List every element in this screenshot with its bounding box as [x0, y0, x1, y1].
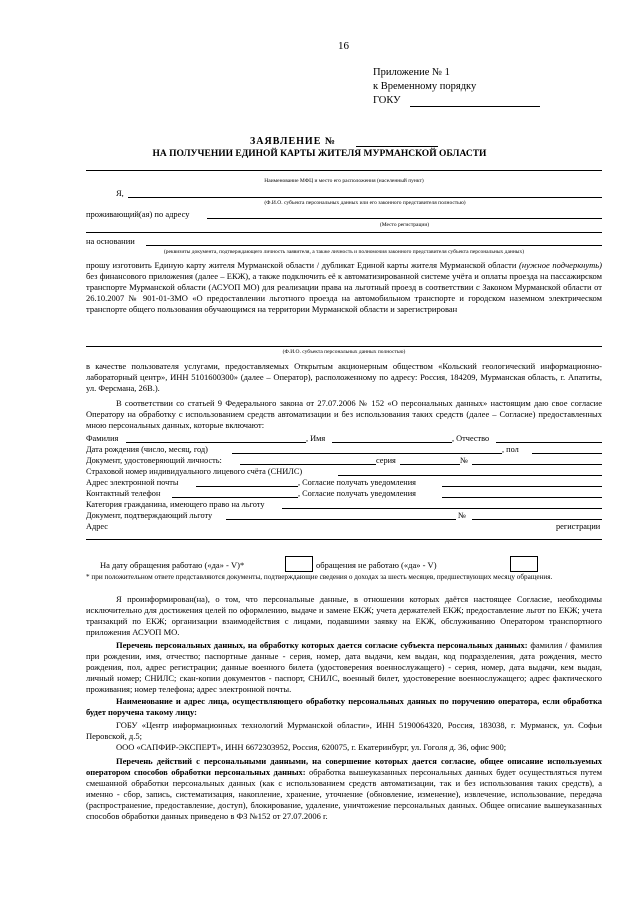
org-2: ООО «САПФИР-ЭКСПЕРТ», ИНН 6672303952, Россия, 620075, г. Екатеринбург, ул. Гоголя д. 36, офис 900; [116, 742, 507, 752]
fio-full-line[interactable] [86, 346, 602, 347]
list-heading: Перечень персональных данных, на обработку которых дается согласие субъекта персональных данных: [116, 640, 528, 650]
name-line[interactable] [332, 442, 452, 443]
birth-line[interactable] [232, 453, 502, 454]
series-line[interactable] [400, 464, 460, 465]
actions-heading: Перечень действий с персональными данными, на совершение которых дается согласие, общее описание используемых оператором способов обработки персональных данных: [86, 756, 602, 777]
residing-label: проживающий(ая) по адресу [86, 209, 190, 219]
form-row-birth [86, 444, 602, 455]
appendix-line-2: к Временному порядку [373, 81, 477, 92]
form-row-address [86, 521, 602, 532]
phone-line[interactable] [172, 497, 298, 498]
basis-label: на основании [86, 236, 135, 246]
appendix-line-3: ГОКУ [373, 95, 401, 106]
title-number-underline [356, 146, 438, 147]
email-label: Адрес электронной почты [86, 478, 179, 487]
footnote: * при положительном ответе представляются документы, подтверждающие сведения о доходах за шесть месяцев, предшествующих месяцу обращения. [86, 573, 553, 581]
snils-line[interactable] [338, 475, 602, 476]
title-line-2: НА ПОЛУЧЕНИИ ЕДИНОЙ КАРТЫ ЖИТЕЛЯ МУРМАНСКОЙ ОБЛАСТИ [152, 149, 487, 159]
informed-paragraph: Я проинформирован(на), о том, что персональные данные, в отношении которых даётся настоящее Согласие, необходимы исключительно для достижения целей по оформлению, выдаче и замене ЕКЖ; учета держателей ЕКЖ; предоставление льгот по ЕКЖ; учета транзакций по ЕКЖ; организации взаимодействия с лицами, подавшими заявку на ЕКЖ, обслуживанию Оператором транспортного приложения АСУОП МО. [86, 594, 602, 637]
working-check-label: На дату обращения работаю («да» - V)* [100, 560, 245, 570]
page-number: 16 [338, 40, 349, 52]
list-paragraph [86, 640, 602, 695]
form-row-doc-basis [86, 510, 602, 521]
not-working-check-label: обращения не работаю («да» - V) [316, 560, 437, 570]
id-doc-line[interactable] [240, 464, 376, 465]
fio-full-caption: (Ф.И.О. субъекта персональных данных полностью) [282, 349, 406, 355]
email-notify-line[interactable] [442, 486, 602, 487]
email-line[interactable] [196, 486, 298, 487]
ya-label: Я, [116, 188, 124, 198]
patronymic-label: , Отчество [452, 434, 490, 443]
org-1: ГОБУ «Центр информационных технологий Мурманской области», ИНН 5190064320, Россия, 183038, г. Мурманск, ул. Софьи Перовской, д.5; [86, 720, 602, 741]
list-text: фамилия / фамилия при рождении, имя, отчество; паспортные данные - серия, номер, дата выдачи, кем выдан, код подразделения, дата рождения, место рождения, пол, адрес регистрации; данные военного билета (удостоверения военнослужащего) - серия, номер, дата выдачи, кем выдан, личный номер; СНИЛС; скан-копии документов - паспорт, СНИЛС, военный билет, удостоверение военнослужащего; адрес фактического проживания; номер телефона; адрес электронной почты. [86, 640, 602, 694]
form-row-doc [86, 455, 602, 466]
operator-paragraph: в качестве пользователя услугами, предоставляемых Открытым акционерным обществом «Кольский геологический информационно-лабораторный центр», ИНН 5101600300» (далее – Оператор), расположенному по адресу: Россия, 184209, Мурманская область, г. Апатиты, ул. Ферсмана, 26В.). [86, 361, 602, 393]
form-row-email [86, 477, 602, 488]
actions-paragraph [86, 756, 602, 822]
id-doc-label: Документ, удостоверяющий личность: [86, 456, 222, 465]
residing-line[interactable] [207, 218, 602, 219]
number-label: № [460, 456, 468, 465]
appendix-line-1: Приложение № 1 [373, 67, 450, 78]
surname-label: Фамилия [86, 434, 119, 443]
basis-line[interactable] [146, 245, 602, 246]
doc-basis-line[interactable] [226, 519, 456, 520]
actions-text: обработка вышеуказанных персональных данных будет осуществляться путем смешанной обработки персональных данных (как с использованием средств автоматизации, так и без использования таких средств), а именно - сбор, запись, систематизация, накопление, хранение, уточнение (обновление, изменение), извлечение, использование, передача (распространение, предоставление, доступ), блокирование, удаление, уничтожение персональных данных. Общее описание вышеуказанных способов обработки данных приведено в ФЗ №152 от 27.07.2006 г. [86, 767, 602, 821]
consent-paragraph: В соответствии со статьей 9 Федерального закона от 27.07.2006 № 152 «О персональных данных» настоящим даю свое согласие Оператору на обработку с использованием средств автоматизации и без использования таких средств (далее – Согласие) предоставленных мною персональных данных, которые включают: [86, 398, 602, 430]
name-label: , Имя [306, 434, 326, 443]
form-row-category [86, 499, 602, 510]
form-row-name [86, 433, 602, 444]
phone-notify-label: , Согласие получать уведомления [298, 489, 416, 498]
residing-line-2[interactable] [86, 232, 602, 233]
appendix-underline [410, 106, 540, 107]
basis-caption: (реквизиты документа, подтверждающего личность заявителя, а также личность и полномочия законного представителя субъекта персональных данных) [163, 249, 525, 255]
request-text: прошу изготовить Единую карту жителя Мурманской области / дубликат Единой карты жителя Мурманской области [86, 260, 517, 270]
number-line[interactable] [472, 464, 602, 465]
sex-label: , пол [502, 445, 519, 454]
request-rest: без финансового приложения (далее – ЕКЖ), а также подключить её к автоматизированной системе учёта и оплаты проезда на пассажирском транспорте Мурманской области (АСУОП МО) для реализации права на льготный проезд в соответствии с Законом Мурманской области от 26.10.2007 № 901-01-ЗМО «О предоставлении льготного проезда на автомобильном транспорте и городском наземном электрическом транспорте общего пользования обучающимся на территории Мурманской области и зарегистрирован [86, 271, 602, 314]
address-label: Адрес [86, 522, 108, 531]
not-working-checkbox[interactable] [510, 556, 538, 572]
ya-line[interactable] [128, 197, 602, 198]
request-em: (нужное подчеркнуть) [519, 260, 602, 270]
form-row-snils [86, 466, 602, 477]
category-label: Категория гражданина, имеющего право на льготу [86, 500, 265, 509]
address-line-1[interactable] [86, 539, 602, 540]
names-paragraph: Наименование и адрес лица, осуществляющего обработку персональных данных по поручению оператора, если обработка будет поручена такому лицу: [86, 696, 602, 717]
fio-caption: (Ф.И.О. субъекта персональных данных или его законного представителя полностью) [264, 200, 466, 206]
form-row-phone [86, 488, 602, 499]
email-notify-label: , Согласие получать уведомления [298, 478, 416, 487]
title-line-1: ЗАЯВЛЕНИЕ № [250, 136, 336, 147]
request-paragraph [86, 260, 602, 315]
registration-caption: (Место регистрации) [379, 222, 430, 228]
category-line[interactable] [282, 508, 602, 509]
doc-basis-label: Документ, подтверждающий льготу [86, 511, 213, 520]
working-checkbox[interactable] [285, 556, 313, 572]
phone-notify-line[interactable] [442, 497, 602, 498]
doc-number-label: № [458, 511, 466, 520]
sex-line[interactable] [532, 453, 602, 454]
series-label: серия [376, 456, 396, 465]
mfc-line [86, 170, 602, 171]
doc-number-line[interactable] [472, 519, 602, 520]
birth-label: Дата рождения (число, месяц, год) [86, 445, 208, 454]
surname-line[interactable] [126, 442, 306, 443]
registration-label: регистрации [556, 522, 601, 531]
mfc-caption: Наименование МФЦ и место его расположения (населенный пункт) [264, 178, 424, 184]
phone-label: Контактный телефон [86, 489, 161, 498]
patronymic-line[interactable] [496, 442, 602, 443]
snils-label: Страховой номер индивидуального лицевого счёта (СНИЛС) [86, 467, 303, 476]
